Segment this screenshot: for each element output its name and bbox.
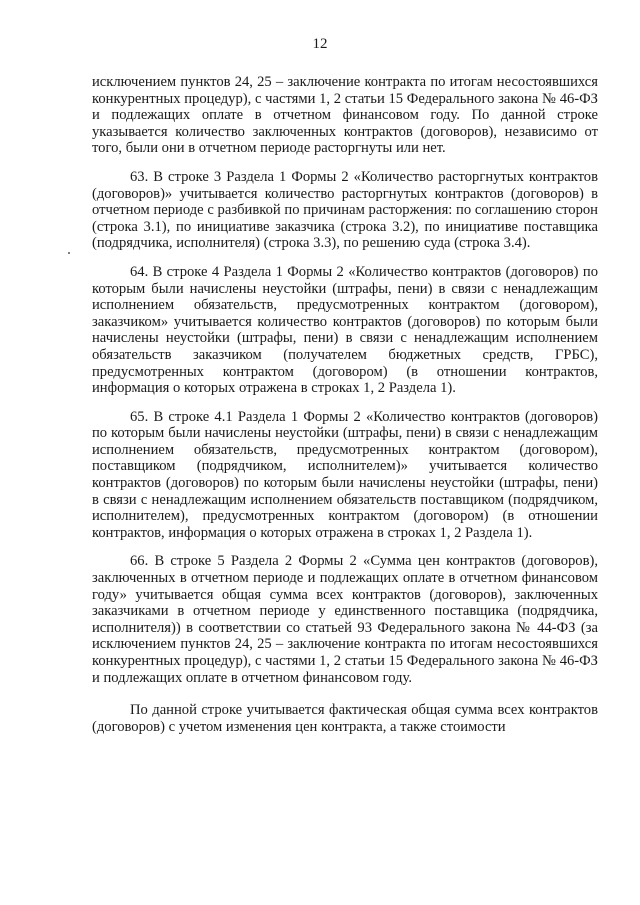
scan-speck: [68, 252, 70, 254]
page-number: 12: [312, 36, 328, 52]
paragraph-66-note: По данной строке учитывается фактическая общая сумма всех контрактов (договоров) с учетом изменения цен контракта, а также стоимости: [92, 702, 598, 735]
paragraph-66: 66. В строке 5 Раздела 2 Формы 2 «Сумма цен контрактов (договоров), заключенных в отчетном периоде и подлежащих оплате в отчетном финансовом году» учитывается общая сумма всех контрактов (договоров), заключенных заказчиками в отчетном периоде у единственного поставщика (подрядчика, исполнителя)) в соответствии со статьей 93 Федерального закона № 44-ФЗ (за исключением пунктов 24, 25 – заключение контракта по итогам несостоявшихся конкурентных процедур), с частями 1, 2 статьи 15 Федерального закона № 46-ФЗ и подлежащих оплате в отчетном финансовом году.: [92, 553, 598, 686]
document-body: [92, 74, 598, 735]
paragraph-64: 64. В строке 4 Раздела 1 Формы 2 «Количество контрактов (договоров) по которым были начислены неустойки (штрафы, пени) в связи с ненадлежащим исполнением обязательств, предусмотренных контрактом (договором), заказчиком» учитывается количество контрактов (договоров) по которым были начислены неустойки (штрафы, пени) в связи с ненадлежащим исполнением обязательств заказчиком (получателем бюджетных средств, ГРБС), предусмотренных контрактом (договором) (в отношении контрактов, информация о которых отражена в строках 1, 2 Раздела 1).: [92, 263, 598, 397]
paragraph-continuation: исключением пунктов 24, 25 – заключение контракта по итогам несостоявшихся конкурентных процедур), с частями 1, 2 статьи 15 Федерального закона № 46-ФЗ и подлежащих оплате в отчетном финансовом году. По данной строке указывается количество заключенных контрактов (договоров), независимо от того, были они в отчетном периоде расторгнуты или нет.: [92, 74, 598, 157]
paragraph-65: 65. В строке 4.1 Раздела 1 Формы 2 «Количество контрактов (договоров) по которым были начислены неустойки (штрафы, пени) в связи с ненадлежащим исполнением обязательств, предусмотренных контрактом (договором), поставщиком (подрядчиком, исполнителем)» учитывается количество контрактов (договоров) по которым были начислены неустойки (штрафы, пени) в связи с ненадлежащим исполнением обязательств поставщиком (подрядчиком, исполнителем), предусмотренных контрактом (договором) (в отношении контрактов, информация о которых отражена в строках 1, 2 Раздела 1).: [92, 408, 598, 541]
paragraph-63: 63. В строке 3 Раздела 1 Формы 2 «Количество расторгнутых контрактов (договоров)» учитывается количество расторгнутых контрактов (договоров) в отчетном периоде с разбивкой по причинам расторжения: по соглашению сторон (строка 3.1), по инициативе заказчика (строка 3.2), по инициативе поставщика (подрядчика, исполнителя) (строка 3.3), по решению суда (строка 3.4).: [92, 168, 598, 252]
